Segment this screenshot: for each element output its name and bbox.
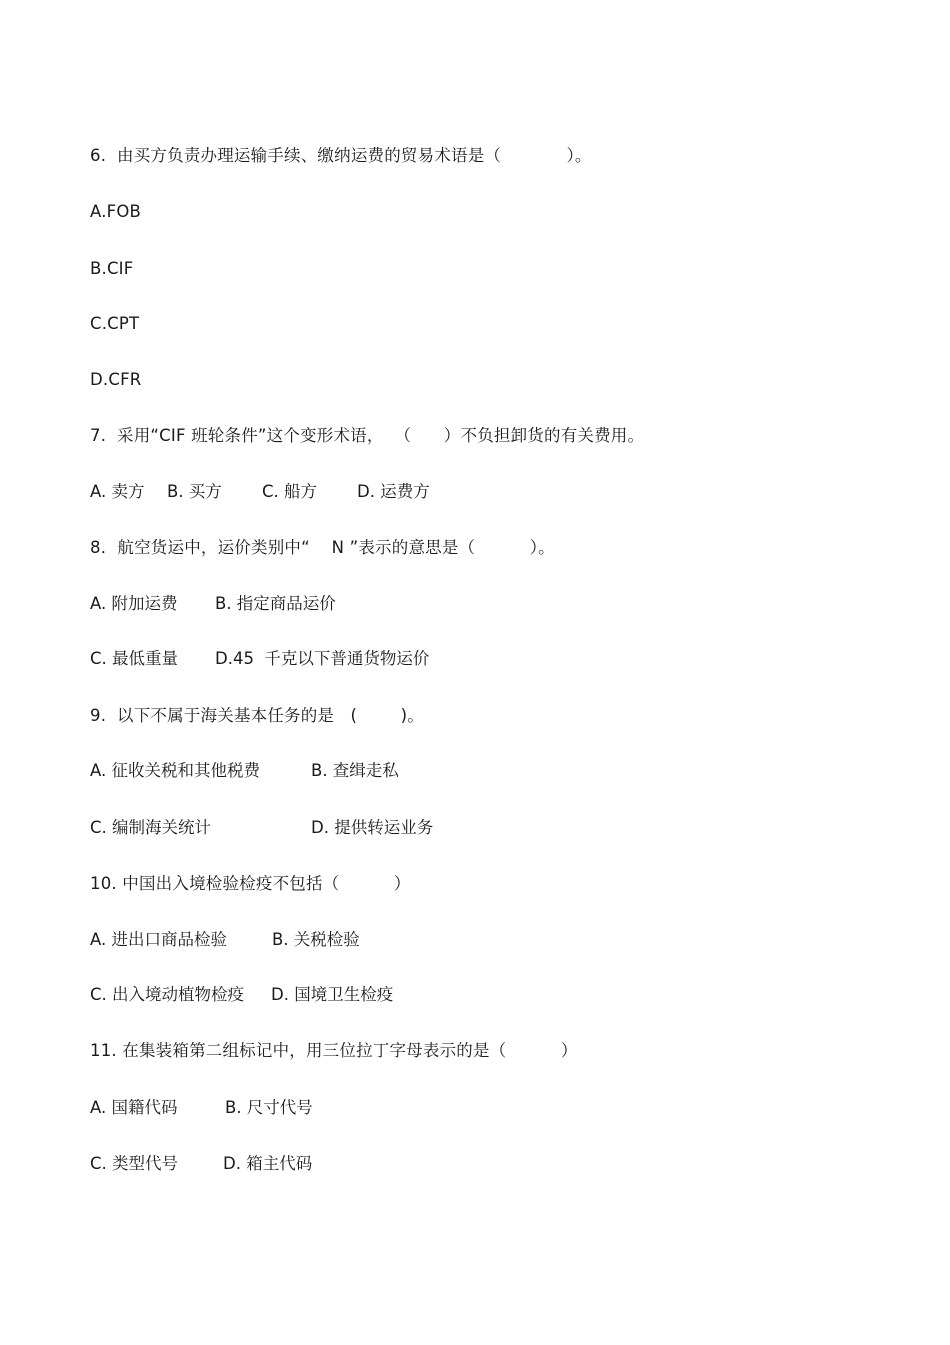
question-10-option-b: B. 关税检验 xyxy=(272,930,360,949)
question-9-option-b: B. 查缉走私 xyxy=(311,761,399,780)
question-10-option-a: A. 进出口商品检验 xyxy=(90,930,227,949)
question-8-option-d: D.45 千克以下普通货物运价 xyxy=(215,649,430,668)
question-7-option-c: C. 船方 xyxy=(262,482,318,501)
question-6-stem: 6. 由买方负责办理运输手续、缴纳运费的贸易术语是（ ）。 xyxy=(90,146,592,165)
question-8-option-c: C. 最低重量 xyxy=(90,649,179,668)
question-7-option-b: B. 买方 xyxy=(167,482,222,501)
question-7-stem: 7. 采用“CIF 班轮条件”这个变形术语， （ ）不负担卸货的有关费用。 xyxy=(90,426,645,445)
question-10-stem: 10. 中国出入境检验检疫不包括（ ） xyxy=(90,874,411,893)
question-10-option-d: D. 国境卫生检疫 xyxy=(271,985,394,1004)
question-6-option-d: D.CFR xyxy=(90,370,142,389)
question-11-stem: 11. 在集装箱第二组标记中，用三位拉丁字母表示的是（ ） xyxy=(90,1041,578,1060)
question-9-stem: 9. 以下不属于海关基本任务的是 ( )。 xyxy=(90,706,425,725)
question-9-option-d: D. 提供转运业务 xyxy=(311,818,434,837)
question-9-option-c: C. 编制海关统计 xyxy=(90,818,212,837)
question-11-option-c: C. 类型代号 xyxy=(90,1154,179,1173)
question-10-option-c: C. 出入境动植物检疫 xyxy=(90,985,245,1004)
question-8-option-a: A. 附加运费 xyxy=(90,594,178,613)
question-8-stem: 8．航空货运中，运价类别中“ N ”表示的意思是（ ）。 xyxy=(90,538,555,557)
question-11-options-row-2 xyxy=(90,1153,313,1241)
question-11-option-d: D. 箱主代码 xyxy=(223,1154,313,1173)
question-6-option-c: C.CPT xyxy=(90,314,140,333)
question-11-option-b: B. 尺寸代号 xyxy=(225,1098,313,1117)
question-9-option-a: A. 征收关税和其他税费 xyxy=(90,761,260,780)
question-11-option-a: A. 国籍代码 xyxy=(90,1098,178,1117)
question-7-option-d: D. 运费方 xyxy=(357,482,430,501)
question-8-option-b: B. 指定商品运价 xyxy=(215,594,336,613)
question-7-option-a: A. 卖方 xyxy=(90,482,145,501)
question-6-option-b: B.CIF xyxy=(90,259,134,278)
question-6-option-a: A.FOB xyxy=(90,202,142,221)
